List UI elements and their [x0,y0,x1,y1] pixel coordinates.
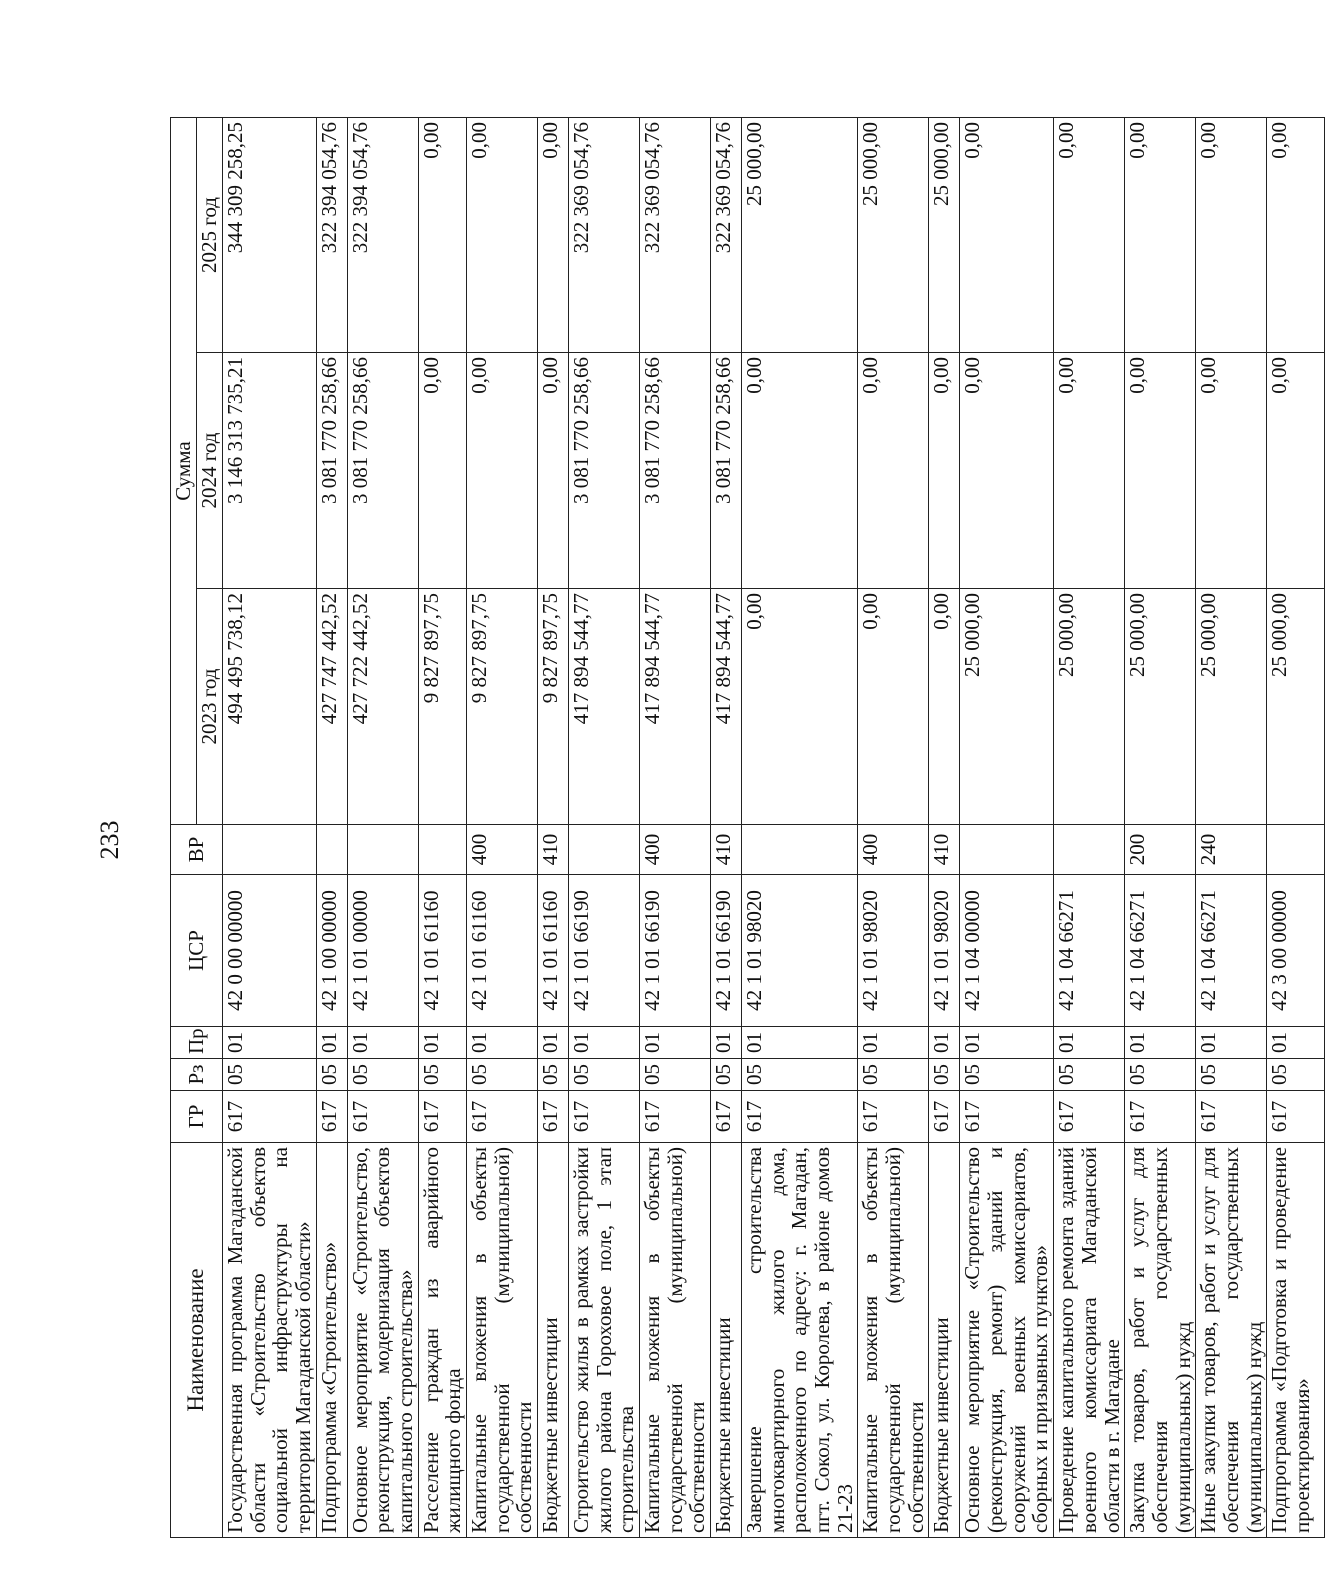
row-sum-2025: 0,00 [467,117,538,352]
row-sum-2025: 322 369 054,76 [569,117,640,352]
row-gr: 617 [538,1091,569,1143]
row-csr: 42 3 00 00000 [1267,875,1325,1027]
row-rz: 05 [538,1059,569,1091]
row-csr: 42 1 01 61160 [538,875,569,1027]
row-pr: 01 [538,1027,569,1059]
row-sum-2024: 3 081 770 258,66 [347,353,418,589]
row-csr: 42 1 01 66190 [640,875,711,1027]
row-vr: 400 [467,825,538,875]
row-sum-2023: 0,00 [858,589,929,825]
row-sum-2024: 0,00 [538,353,569,589]
row-csr: 42 1 04 66271 [1125,875,1196,1027]
row-pr: 01 [640,1027,711,1059]
row-vr [1054,825,1125,875]
row-sum-2025: 0,00 [538,117,569,352]
row-csr: 42 1 01 00000 [347,875,418,1027]
row-sum-2025: 0,00 [1125,117,1196,352]
table-row [640,117,711,1537]
row-sum-2024: 0,00 [1125,353,1196,589]
row-name: Проведение капитального ремонта зданий военного комиссариата Магаданской области в г. Магадане [1054,1143,1125,1538]
row-csr: 42 1 01 98020 [742,875,858,1027]
row-vr [569,825,640,875]
row-sum-2024: 3 146 313 735,21 [223,353,317,589]
row-pr: 01 [960,1027,1054,1059]
row-gr: 617 [418,1091,466,1143]
row-sum-2025: 344 309 258,25 [223,117,317,352]
row-rz: 05 [960,1059,1054,1091]
row-sum-2023: 25 000,00 [1125,589,1196,825]
row-sum-2023: 417 894 544,77 [640,589,711,825]
table-row [467,117,538,1537]
row-gr: 617 [711,1091,742,1143]
row-vr [1267,825,1325,875]
row-pr: 01 [347,1027,418,1059]
row-sum-2025: 0,00 [418,117,466,352]
row-csr: 42 1 04 66271 [1054,875,1125,1027]
row-sum-2024: 3 081 770 258,66 [711,353,742,589]
row-sum-2025: 0,00 [960,117,1054,352]
row-rz: 05 [1125,1059,1196,1091]
row-name: Капитальные вложения в объекты государственной (муниципальной) собственности [858,1143,929,1538]
row-pr: 01 [316,1027,347,1059]
header-sum: Сумма [171,117,197,824]
row-gr: 617 [1196,1091,1267,1143]
table-row [858,117,929,1537]
row-sum-2023: 427 747 442,52 [316,589,347,825]
table-row [742,117,858,1537]
row-sum-2023: 417 894 544,77 [569,589,640,825]
row-rz: 05 [1054,1059,1125,1091]
row-sum-2024: 0,00 [960,353,1054,589]
row-vr: 410 [538,825,569,875]
row-vr: 400 [858,825,929,875]
row-sum-2024: 0,00 [929,353,960,589]
row-pr: 01 [711,1027,742,1059]
row-name: Бюджетные инвестиции [711,1143,742,1538]
row-pr: 01 [858,1027,929,1059]
row-name: Государственная программа Магаданской области «Строительство объектов социальной инфраструктуры на территории Магаданской области» [223,1143,317,1538]
row-name: Завершение строительства многоквартирного жилого дома, расположенного по адресу: г. Магадан, пгт. Сокол, ул. Королева, в районе домов 21-23 [742,1143,858,1538]
row-vr: 240 [1196,825,1267,875]
header-vr: ВР [171,825,223,875]
row-name: Иные закупки товаров, работ и услуг для обеспечения государственных (муниципальных) нужд [1196,1143,1267,1538]
row-sum-2024: 3 081 770 258,66 [316,353,347,589]
row-gr: 617 [858,1091,929,1143]
page-number: 233 [95,820,124,860]
row-vr: 400 [640,825,711,875]
table-row [1267,117,1325,1537]
row-vr [960,825,1054,875]
row-sum-2024: 0,00 [1196,353,1267,589]
row-sum-2023: 9 827 897,75 [418,589,466,825]
header-2025: 2025 год [197,117,223,352]
row-sum-2025: 322 369 054,76 [711,117,742,352]
row-sum-2023: 0,00 [929,589,960,825]
row-pr: 01 [742,1027,858,1059]
row-vr: 200 [1125,825,1196,875]
header-gr: ГР [171,1091,223,1143]
row-pr: 01 [1125,1027,1196,1059]
row-sum-2023: 494 495 738,12 [223,589,317,825]
row-gr: 617 [1125,1091,1196,1143]
row-vr: 410 [929,825,960,875]
row-sum-2023: 25 000,00 [1267,589,1325,825]
budget-table [170,117,1325,1538]
row-sum-2024: 0,00 [1054,353,1125,589]
row-rz: 05 [858,1059,929,1091]
row-sum-2025: 0,00 [1054,117,1125,352]
row-csr: 42 0 00 00000 [223,875,317,1027]
row-sum-2023: 0,00 [742,589,858,825]
row-gr: 617 [960,1091,1054,1143]
table-row [223,117,317,1537]
header-2024: 2024 год [197,353,223,589]
row-csr: 42 1 01 61160 [467,875,538,1027]
row-name: Бюджетные инвестиции [538,1143,569,1538]
row-rz: 05 [223,1059,317,1091]
row-gr: 617 [929,1091,960,1143]
row-vr [418,825,466,875]
row-gr: 617 [223,1091,317,1143]
table-row [316,117,347,1537]
header-csr: ЦСР [171,875,223,1027]
row-sum-2025: 25 000,00 [929,117,960,352]
row-rz: 05 [1267,1059,1325,1091]
table-row [1054,117,1125,1537]
row-csr: 42 1 04 00000 [960,875,1054,1027]
header-rz: Рз [171,1059,223,1091]
row-sum-2025: 25 000,00 [858,117,929,352]
row-sum-2023: 9 827 897,75 [467,589,538,825]
row-rz: 05 [929,1059,960,1091]
row-rz: 05 [742,1059,858,1091]
header-name: Наименование [171,1143,223,1538]
row-pr: 01 [569,1027,640,1059]
row-sum-2024: 0,00 [418,353,466,589]
header-2023: 2023 год [197,589,223,825]
row-rz: 05 [467,1059,538,1091]
table-row [347,117,418,1537]
row-sum-2025: 25 000,00 [742,117,858,352]
row-gr: 617 [640,1091,711,1143]
row-name: Подпрограмма «Строительство» [316,1143,347,1538]
row-sum-2023: 427 722 442,52 [347,589,418,825]
row-sum-2025: 322 394 054,76 [347,117,418,352]
row-csr: 42 1 01 66190 [569,875,640,1027]
row-csr: 42 1 01 61160 [418,875,466,1027]
row-vr [347,825,418,875]
row-name: Основное мероприятие «Строительство, реконструкция, модернизация объектов капитального строительства» [347,1143,418,1538]
row-gr: 617 [347,1091,418,1143]
header-pr: Пр [171,1027,223,1059]
row-name: Основное мероприятие «Строительство (реконструкция, ремонт) зданий и сооружений военных комиссариатов, сборных и призывных пунктов» [960,1143,1054,1538]
row-rz: 05 [418,1059,466,1091]
row-name: Капитальные вложения в объекты государственной (муниципальной) собственности [640,1143,711,1538]
table-row [711,117,742,1537]
row-gr: 617 [1267,1091,1325,1143]
row-csr: 42 1 01 66190 [711,875,742,1027]
row-pr: 01 [1054,1027,1125,1059]
row-sum-2023: 417 894 544,77 [711,589,742,825]
table-row [418,117,466,1537]
table-body [223,117,1325,1537]
row-name: Капитальные вложения в объекты государственной (муниципальной) собственности [467,1143,538,1538]
table-row [1125,117,1196,1537]
row-sum-2025: 322 369 054,76 [640,117,711,352]
row-sum-2024: 3 081 770 258,66 [569,353,640,589]
header-row-top [171,117,197,1537]
table-row [929,117,960,1537]
row-sum-2024: 0,00 [467,353,538,589]
row-sum-2023: 25 000,00 [1196,589,1267,825]
table-row [569,117,640,1537]
row-rz: 05 [316,1059,347,1091]
row-vr [742,825,858,875]
row-gr: 617 [569,1091,640,1143]
table-row [1196,117,1267,1537]
row-vr: 410 [711,825,742,875]
row-vr [223,825,317,875]
row-rz: 05 [347,1059,418,1091]
row-gr: 617 [467,1091,538,1143]
row-sum-2024: 0,00 [858,353,929,589]
row-gr: 617 [1054,1091,1125,1143]
row-pr: 01 [418,1027,466,1059]
row-sum-2023: 25 000,00 [960,589,1054,825]
row-gr: 617 [316,1091,347,1143]
row-sum-2024: 0,00 [1267,353,1325,589]
table-row [538,117,569,1537]
row-name: Закупка товаров, работ и услуг для обеспечения государственных (муниципальных) нужд [1125,1143,1196,1538]
row-rz: 05 [569,1059,640,1091]
row-pr: 01 [1267,1027,1325,1059]
row-sum-2025: 0,00 [1267,117,1325,352]
row-name: Бюджетные инвестиции [929,1143,960,1538]
row-csr: 42 1 00 00000 [316,875,347,1027]
table-row [960,117,1054,1537]
row-rz: 05 [1196,1059,1267,1091]
row-name: Расселение граждан из аварийного жилищного фонда [418,1143,466,1538]
row-pr: 01 [1196,1027,1267,1059]
row-csr: 42 1 01 98020 [929,875,960,1027]
row-name: Подпрограмма «Подготовка и проведение проектирования» [1267,1143,1325,1538]
row-sum-2024: 3 081 770 258,66 [640,353,711,589]
row-pr: 01 [929,1027,960,1059]
row-vr [316,825,347,875]
row-name: Строительство жилья в рамках застройки жилого района Гороховое поле, 1 этап строительства [569,1143,640,1538]
row-rz: 05 [711,1059,742,1091]
row-sum-2025: 322 394 054,76 [316,117,347,352]
row-sum-2023: 25 000,00 [1054,589,1125,825]
row-rz: 05 [640,1059,711,1091]
row-sum-2025: 0,00 [1196,117,1267,352]
row-csr: 42 1 01 98020 [858,875,929,1027]
row-pr: 01 [223,1027,317,1059]
row-sum-2023: 9 827 897,75 [538,589,569,825]
rotated-table-wrapper [170,118,1314,1538]
row-sum-2024: 0,00 [742,353,858,589]
row-csr: 42 1 04 66271 [1196,875,1267,1027]
row-gr: 617 [742,1091,858,1143]
row-pr: 01 [467,1027,538,1059]
